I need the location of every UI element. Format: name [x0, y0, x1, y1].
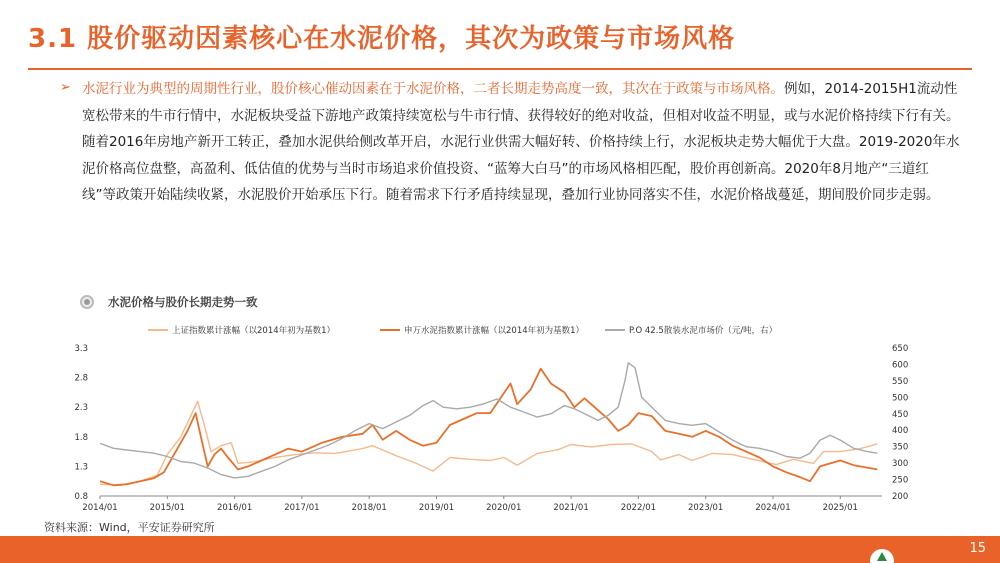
- source-note: 资料来源：Wind，平安证券研究所: [44, 521, 215, 534]
- y-right-tick-label: 650: [892, 344, 909, 354]
- x-tick-label: 2019/01: [418, 503, 455, 513]
- y-right-tick-label: 250: [892, 475, 909, 486]
- legend-label: 上证指数累计涨幅（以2014年初为基数1）: [172, 326, 336, 336]
- x-tick-label: 2023/01: [688, 503, 724, 513]
- y-left-tick-label: 0.8: [74, 492, 88, 502]
- y-right-tick-label: 550: [892, 376, 909, 387]
- x-tick-label: 2025/01: [822, 503, 858, 513]
- y-right-tick-label: 300: [892, 459, 909, 470]
- footer-bar: [0, 536, 1000, 563]
- sw-cement-index-line: [100, 369, 877, 486]
- y-left-tick-label: 1.8: [74, 432, 88, 443]
- y-right-tick-label: 450: [892, 409, 909, 420]
- x-tick-label: 2021/01: [553, 503, 589, 513]
- arrow-right-icon: ➢: [60, 80, 71, 95]
- page-number: 15: [969, 541, 986, 556]
- chart-title: 水泥价格与股价长期走势一致: [108, 295, 258, 309]
- body-rest-text: 例如，2014-2015H1流动性宽松带来的牛市行情中，水泥板块受益下游地产政策持续宽松与牛市行情、获得较好的绝对收益，但相对收益不明显，或与水泥价格持续下行有关。随着2016年房地产新开工转正，叠加水泥供给侧改革开启，水泥行业供需大幅好转、价格持续上行，水泥板块走势大幅优于大盘。2019-2020年水泥价格高位盘整，高盈利、低估值的优势与当时市场追求价值投资、“蓝筹大白马”的市场风格相匹配，股价再创新高。2020年8月地产“三道红线”等政策开始陆续收紧，水泥股价开始承压下行。随着需求下行矛盾持续显现，叠加行业协同落实不佳，水泥价格战蔓延，期间股价同步走弱。: [82, 81, 960, 203]
- x-tick-label: 2024/01: [755, 503, 791, 513]
- y-right-tick-label: 500: [892, 393, 909, 404]
- y-right-tick-label: 400: [892, 426, 909, 437]
- y-right-tick-label: 200: [892, 492, 909, 502]
- x-tick-label: 2014/01: [82, 503, 118, 513]
- y-left-tick-label: 2.3: [74, 403, 88, 414]
- slide-title: 3.1 股价驱动因素核心在水泥价格，其次为政策与市场风格: [28, 24, 736, 54]
- x-tick-label: 2018/01: [351, 503, 387, 513]
- y-right-tick-label: 350: [892, 442, 909, 453]
- legend-label: P.O 42.5散装水泥市场价（元/吨，右）: [629, 326, 778, 336]
- y-left-tick-label: 2.8: [74, 373, 88, 384]
- x-tick-label: 2022/01: [620, 503, 657, 513]
- y-left-tick-label: 1.3: [74, 462, 88, 473]
- legend-label: 申万水泥指数累计涨幅（以2014年初为基数1）: [404, 326, 585, 336]
- x-tick-label: 2017/01: [284, 503, 320, 513]
- y-left-tick-label: 3.3: [74, 344, 88, 354]
- x-tick-label: 2020/01: [486, 503, 522, 513]
- x-tick-label: 2015/01: [149, 503, 185, 513]
- x-tick-label: 2016/01: [216, 503, 253, 513]
- body-lead-text: 水泥行业为典型的周期性行业，股价核心催动因素在于水泥价格，二者长期走势高度一致，其次在于政策与市场风格。: [82, 81, 784, 97]
- y-right-tick-label: 600: [892, 360, 909, 371]
